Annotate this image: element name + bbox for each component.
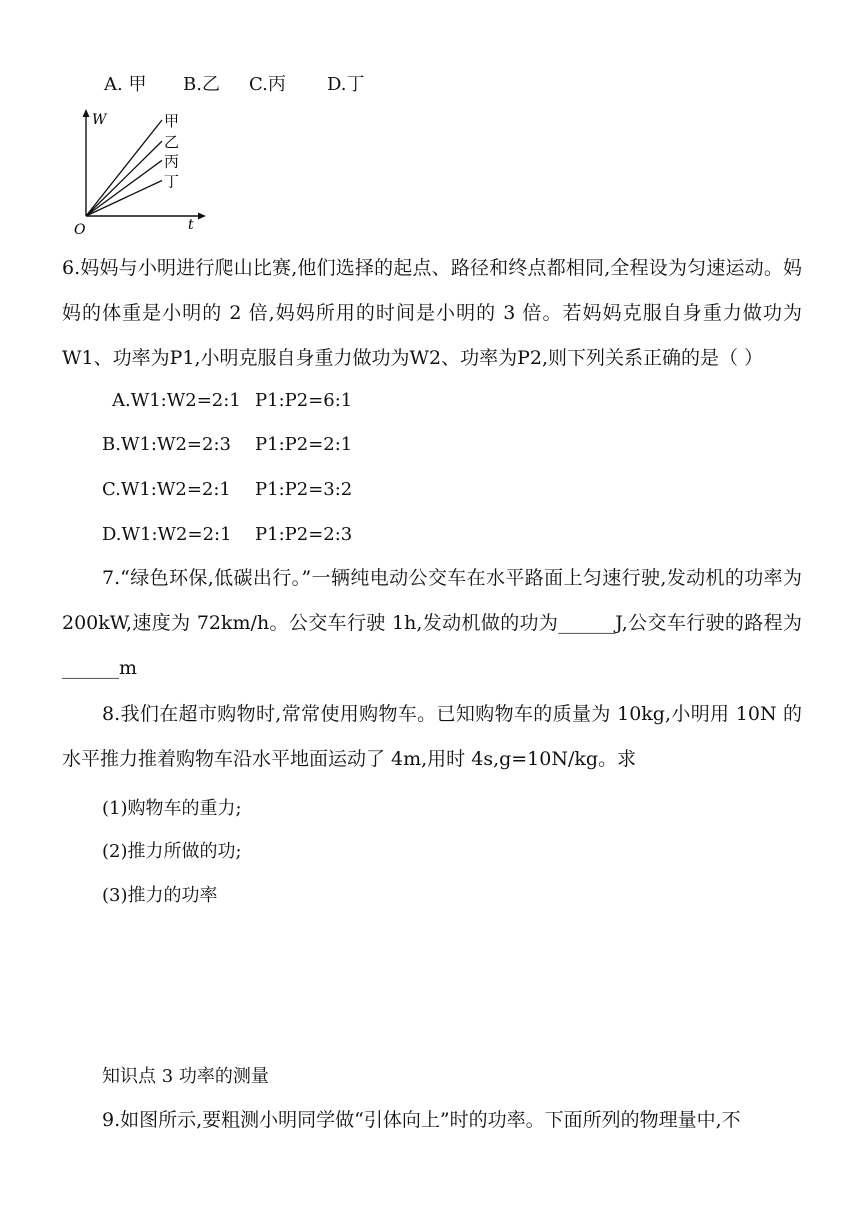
q6-option-d-power: P1:P2=2:3 <box>255 524 353 545</box>
q7-question: 7.“绿色环保,低碳出行。”一辆纯电动公交车在水平路面上匀速行驶,发动机的功率为 200kW,速度为 72km/h。公交车行驶 1h,发动机做的功为______J,公交车行驶的路程为______m <box>62 567 802 679</box>
series-label-1: 甲 <box>164 112 180 130</box>
q5-option-a: A. 甲 <box>104 74 147 95</box>
q6-option-d <box>102 523 353 547</box>
q6-option-a-work: A.W1:W2=2:1 <box>112 390 241 411</box>
q6-option-a <box>112 389 353 413</box>
q6-option-c-power: P1:P2=3:2 <box>255 479 353 500</box>
series-line-2 <box>86 141 162 216</box>
x-axis-label: t <box>188 217 194 233</box>
series-label-2: 乙 <box>164 133 180 152</box>
q5-option-b: B.乙 <box>183 74 220 95</box>
q6-option-d-work: D.W1:W2=2:1 <box>102 524 232 545</box>
q8-sub-3: (3)推力的功率 <box>102 885 218 906</box>
y-axis-label: W <box>92 112 107 128</box>
series-label-3: 丙 <box>164 152 180 171</box>
q8-question: 8.我们在超市购物时,常常使用购物车。已知购物车的质量为 10kg,小明用 10N 的水平推力推着购物车沿水平地面运动了 4m,用时 4s,g=10N/kg。求 <box>62 703 802 770</box>
q6-option-a-power: P1:P2=6:1 <box>255 390 353 411</box>
q6-option-c <box>102 478 353 502</box>
work-time-graph <box>70 106 210 236</box>
q6-option-b-work: B.W1:W2=2:3 <box>102 434 231 455</box>
q5-option-c: C.丙 <box>249 74 286 95</box>
q6-question: 6.妈妈与小明进行爬山比赛,他们选择的起点、路径和终点都相同,全程设为匀速运动。妈妈的体重是小明的 2 倍,妈妈所用的时间是小明的 3 倍。若妈妈克服自身重力做功为W1、功率为P1,小明克服自身重力做功为W2、功率为P2,则下列关系正确的是（ ） <box>62 257 802 369</box>
x-axis-arrow <box>198 213 206 220</box>
y-axis-arrow <box>83 109 90 117</box>
section-3-title: 知识点 3 功率的测量 <box>102 1066 269 1087</box>
q6-option-b-power: P1:P2=2:1 <box>255 434 353 455</box>
q6-option-b <box>102 433 353 457</box>
q8-sub-1: (1)购物车的重力; <box>102 798 242 819</box>
q9-question: 9.如图所示,要粗测小明同学做“引体向上”时的功率。下面所列的物理量中,不 <box>102 1109 741 1131</box>
q6-option-c-work: C.W1:W2=2:1 <box>102 479 231 500</box>
series-line-4 <box>86 180 162 216</box>
origin-label: O <box>74 222 86 236</box>
q5-option-d: D.丁 <box>327 74 365 95</box>
series-label-4: 丁 <box>164 172 180 191</box>
q8-sub-2: (2)推力所做的功; <box>102 841 242 862</box>
